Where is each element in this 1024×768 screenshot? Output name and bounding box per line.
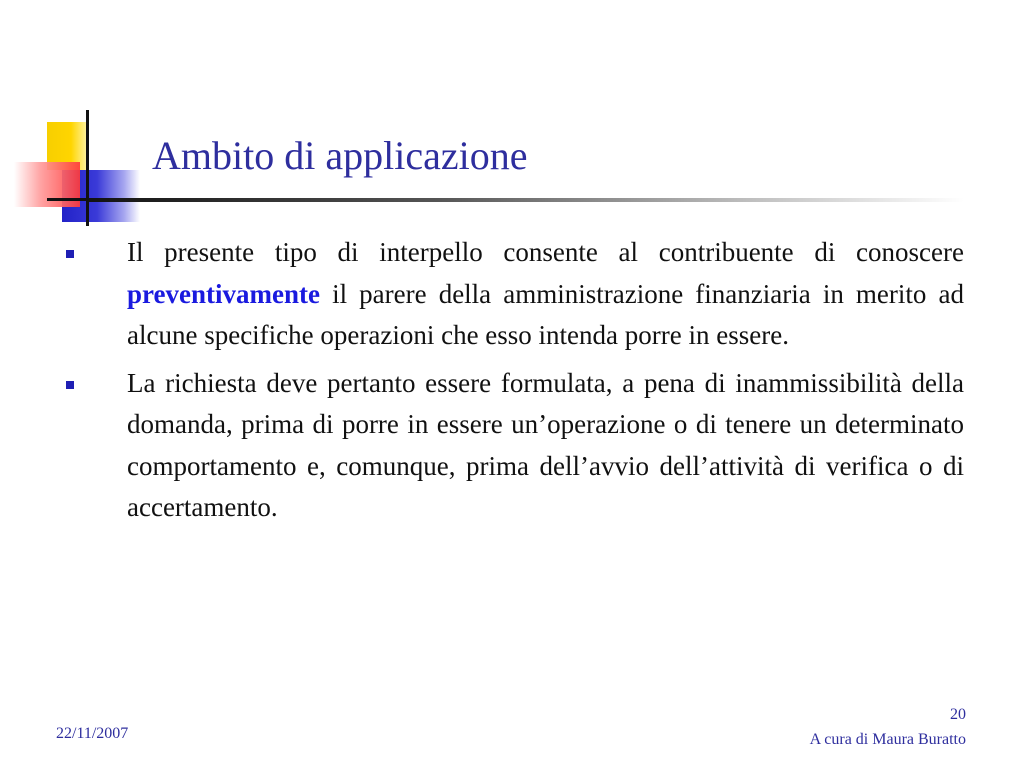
slide-title: Ambito di applicazione bbox=[152, 133, 528, 178]
list-item bbox=[60, 232, 964, 357]
decorative-logo-icon bbox=[0, 0, 160, 240]
bullet-list bbox=[60, 232, 964, 535]
page-number: 20 bbox=[950, 706, 966, 723]
list-item bbox=[60, 363, 964, 529]
bullet-text-part: Il presente tipo di interpello consente al contribuente di conoscere bbox=[127, 237, 964, 267]
square-bullet-icon bbox=[66, 250, 74, 258]
square-bullet-icon bbox=[66, 381, 74, 389]
title-divider bbox=[86, 198, 964, 202]
emphasized-word: preventivamente bbox=[127, 278, 320, 309]
footer-date: 22/11/2007 bbox=[56, 725, 129, 742]
vertical-line-shape bbox=[86, 110, 89, 226]
bullet-text-part: il parere della amministrazione finanziaria in merito ad alcune specifiche operazioni che esso intenda porre in essere. bbox=[127, 278, 964, 350]
bullet-text: La richiesta deve pertanto essere formulata, a pena di inammissibilità della domanda, prima di porre in essere un’operazione o di tenere un determinato comportamento e, comunque, prima dell’avvio dell’attività di verifica o di accertamento. bbox=[127, 367, 964, 522]
bullet-text bbox=[127, 232, 964, 357]
footer-author: A cura di Maura Buratto bbox=[809, 731, 966, 748]
